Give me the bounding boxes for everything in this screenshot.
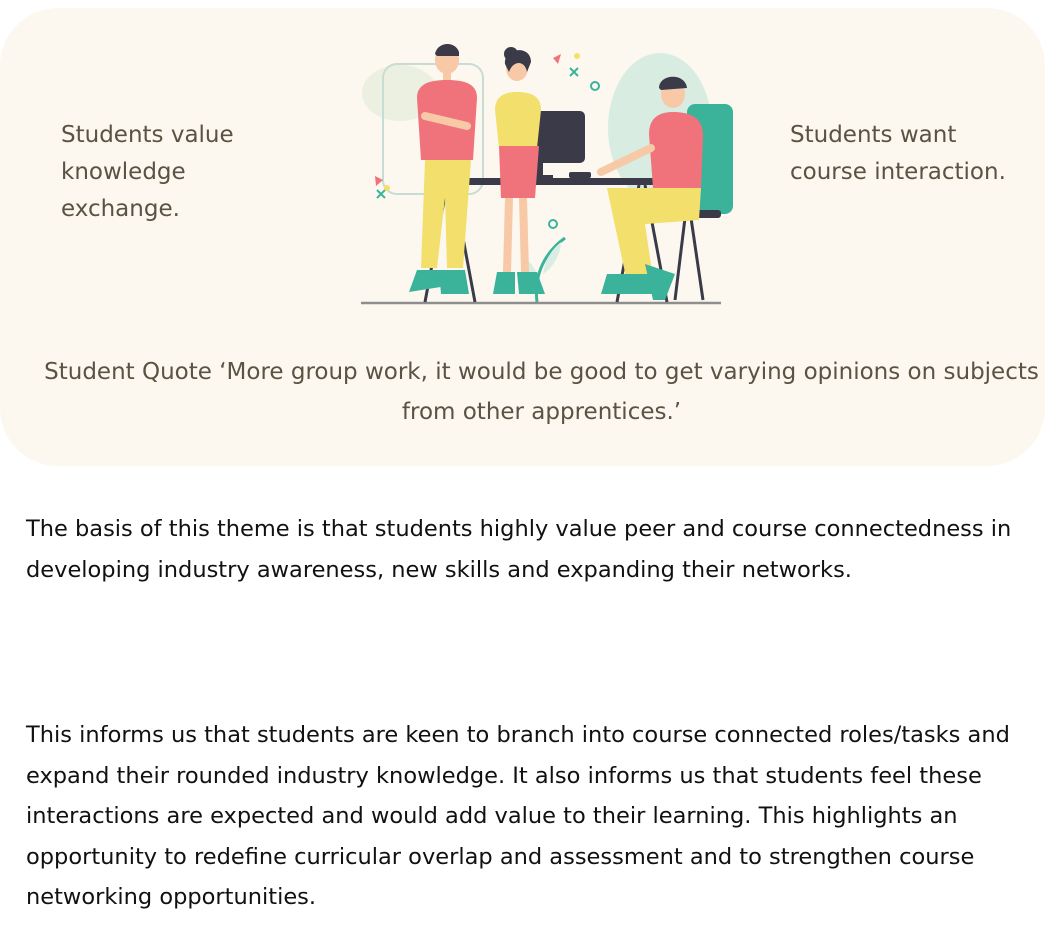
left-note: Students value knowledge exchange. bbox=[61, 122, 234, 222]
theme-summary-card bbox=[0, 8, 1045, 466]
theme-implications-paragraph: This informs us that students are keen to branch into course connected roles/tasks and expand their rounded industry knowledge. It also informs us that students feel these interactions are expected and would add value to their learning. This highlights an opportunity to redefine curricular overlap and assessment and to strengthen course networking opportunities. bbox=[26, 722, 1010, 910]
right-note: Students want course interaction. bbox=[790, 122, 1006, 185]
theme-basis-paragraph: The basis of this theme is that students highly value peer and course connectedness in developing industry awareness, new skills and expanding their networks. bbox=[26, 516, 1012, 583]
student-quote: Student Quote ‘More group work, it would be good to get varying opinions on subjects from other apprentices.’ bbox=[44, 359, 1039, 425]
team-collaboration-illustration bbox=[355, 38, 735, 313]
